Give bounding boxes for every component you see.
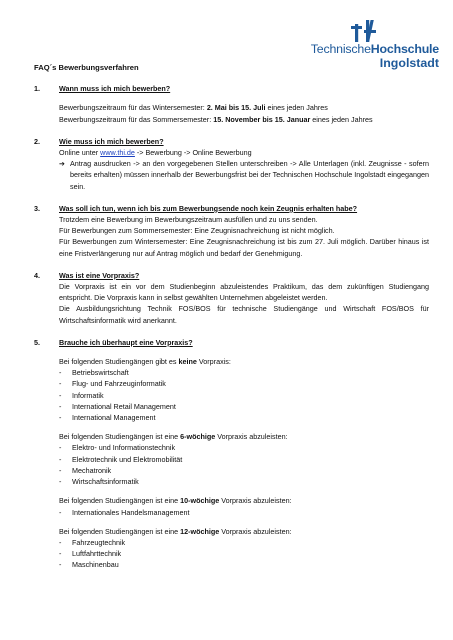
list-item [34,390,429,401]
text-bold: keine [178,357,197,367]
logo-word-hochschule: Hochschule [370,42,439,56]
dash: - [59,507,62,517]
thi-logo-icon [351,18,381,42]
text: Vorpraxis abzuleisten: [219,526,292,536]
answer-line: Für Bewerbungen zum Wintersemester: Eine Zeugnisnachreichung ist bis zum 27. Juli möglich. Darüber hinaus ist eine Fristverlängerung nur auf Antrag möglich und bedarf der Genehmigung. [59,237,429,258]
list-item [34,442,429,453]
program-name: International Management [72,413,156,423]
program-name: Internationales Handelsmanagement [72,507,190,517]
dash: - [59,549,62,559]
faq-question-5 [34,337,429,348]
faq-question-2 [34,136,429,147]
answer-paragraph: Die Vorpraxis ist ein vor dem Studienbeginn abzuleistendes Praktikum, das dem zukünftigen Studiengang entspricht. Die Vorpraxis kann in selbst gewählten Unternehmen abgeleistet werden. [59,282,429,303]
program-name: Elektro- und Informationstechnik [72,443,176,453]
answer-line: Trotzdem eine Bewerbung im Bewerbungszeitraum ausfüllen und zu uns senden. [59,215,318,225]
dash: - [59,368,62,378]
faq-answer-4 [34,281,429,326]
question-text: Brauche ich überhaupt eine Vorpraxis? [59,337,193,347]
dash: - [59,560,62,570]
faq-item-4 [34,270,429,326]
program-name: Luftfahrttechnik [72,549,122,559]
summer-period-line [59,114,429,125]
list-item [34,412,429,423]
winter-period-dates: 2. Mai bis 15. Juli [206,103,266,113]
program-name: Wirtschaftsinformatik [72,477,139,487]
answer-paragraph: Die Ausbildungsrichtung Technik FOS/BOS für technische Studiengänge und Wirtschaft FOS/BOS für Wirtschaftsinformatik wird anerkannt. [59,304,429,325]
logo-text-line1 [289,42,439,56]
faq-item-5 [34,337,429,571]
dash: - [59,413,62,423]
list-item [34,507,429,518]
dash: - [59,443,62,453]
text: Online unter [59,148,101,158]
dash: - [59,390,62,400]
faq-item-3 [34,203,429,259]
answer-line: Für Bewerbungen zum Sommersemester: Eine Zeugnisnachreichung ist nicht möglich. [59,226,335,236]
dash: - [59,379,62,389]
faq-item-2 [34,136,429,192]
program-name: Flug- und Fahrzeuginformatik [72,379,166,389]
text: Bei folgenden Studiengängen ist eine [59,526,181,536]
question-text: Wie muss ich mich bewerben? [59,136,164,146]
dash: - [59,477,62,487]
logo-word-technische: Technische [310,42,371,56]
group-intro-10-weeks [34,495,429,506]
text: eines jeden Jahres [310,114,373,124]
faq-answer-3 [34,214,429,259]
group-intro-none [34,356,429,367]
text: Bewerbungszeitraum für das Sommersemester: [59,114,214,124]
text: eines jeden Jahres [265,103,328,113]
question-text: Wann muss ich mich bewerben? [59,84,171,94]
question-number: 1. [34,84,40,94]
summer-period-dates: 15. November bis 15. Januar [213,114,311,124]
thi-website-link[interactable]: www.thi.de [100,148,135,158]
faq-item-1 [34,83,429,125]
arrow-instruction [34,158,429,192]
text-bold: 6-wöchige [180,432,216,442]
list-item [34,476,429,487]
text: Vorpraxis abzuleisten: [215,432,288,442]
faq-question-4 [34,270,429,281]
list-item [34,465,429,476]
text-bold: 10-wöchige [180,496,220,506]
faq-answer-2 [34,147,429,158]
group-intro-12-weeks [34,526,429,537]
list-item [34,559,429,570]
text: -> Bewerbung -> Online Bewerbung [134,148,252,158]
program-name: Informatik [72,390,104,400]
text: Antrag ausdrucken -> an den vorgegebenen Stellen unterschreiben -> Alle Unterlagen (inkl. Zeugnisse - sofern bereits erhalten) müssen innerhalb der Bewerbungsfrist bei der Technischen Hochschule Ingolstadt eingegangen sein. [70,159,429,191]
program-name: Betriebswirtschaft [72,368,129,378]
program-name: Maschinenbau [72,560,119,570]
faq-answer-1 [34,102,429,124]
faq-question-1 [34,83,429,94]
list-item [34,401,429,412]
list-item [34,454,429,465]
dash: - [59,401,62,411]
question-number: 3. [34,203,40,213]
text-bold: 12-wöchige [180,526,220,536]
dash: - [59,454,62,464]
program-name: International Retail Management [72,401,176,411]
dash: - [59,465,62,475]
text: Bei folgenden Studiengängen ist eine [59,432,181,442]
faq-question-3 [34,203,429,214]
text: Bewerbungszeitraum für das Wintersemester: [59,103,207,113]
text: Vorpraxis abzuleisten: [219,496,292,506]
logo-word-ingolstadt: Ingolstadt [379,56,439,70]
group-intro-6-weeks [34,431,429,442]
text: Vorpraxis: [196,357,231,367]
list-item [34,378,429,389]
faq-content [34,62,429,571]
question-number: 5. [34,337,40,347]
question-number: 4. [34,270,40,280]
program-name: Mechatronik [72,465,112,475]
online-line [59,147,429,158]
question-text: Was soll ich tun, wenn ich bis zum Bewerbungsende noch kein Zeugnis erhalten habe? [59,203,358,213]
text: Bei folgenden Studiengängen ist eine [59,496,181,506]
question-text: Was ist eine Vorpraxis? [59,270,140,280]
arrow-right-icon: ➔ [59,159,66,169]
list-item [34,367,429,378]
program-name: Fahrzeugtechnik [72,537,126,547]
dash: - [59,537,62,547]
question-number: 2. [34,136,40,146]
program-name: Elektrotechnik und Elektromobilität [72,454,183,464]
text: Bei folgenden Studiengängen gibt es [59,357,179,367]
list-item [34,548,429,559]
list-item [34,537,429,548]
winter-period-line [59,102,429,113]
page-title: FAQ´s Bewerbungsverfahren [34,63,139,72]
